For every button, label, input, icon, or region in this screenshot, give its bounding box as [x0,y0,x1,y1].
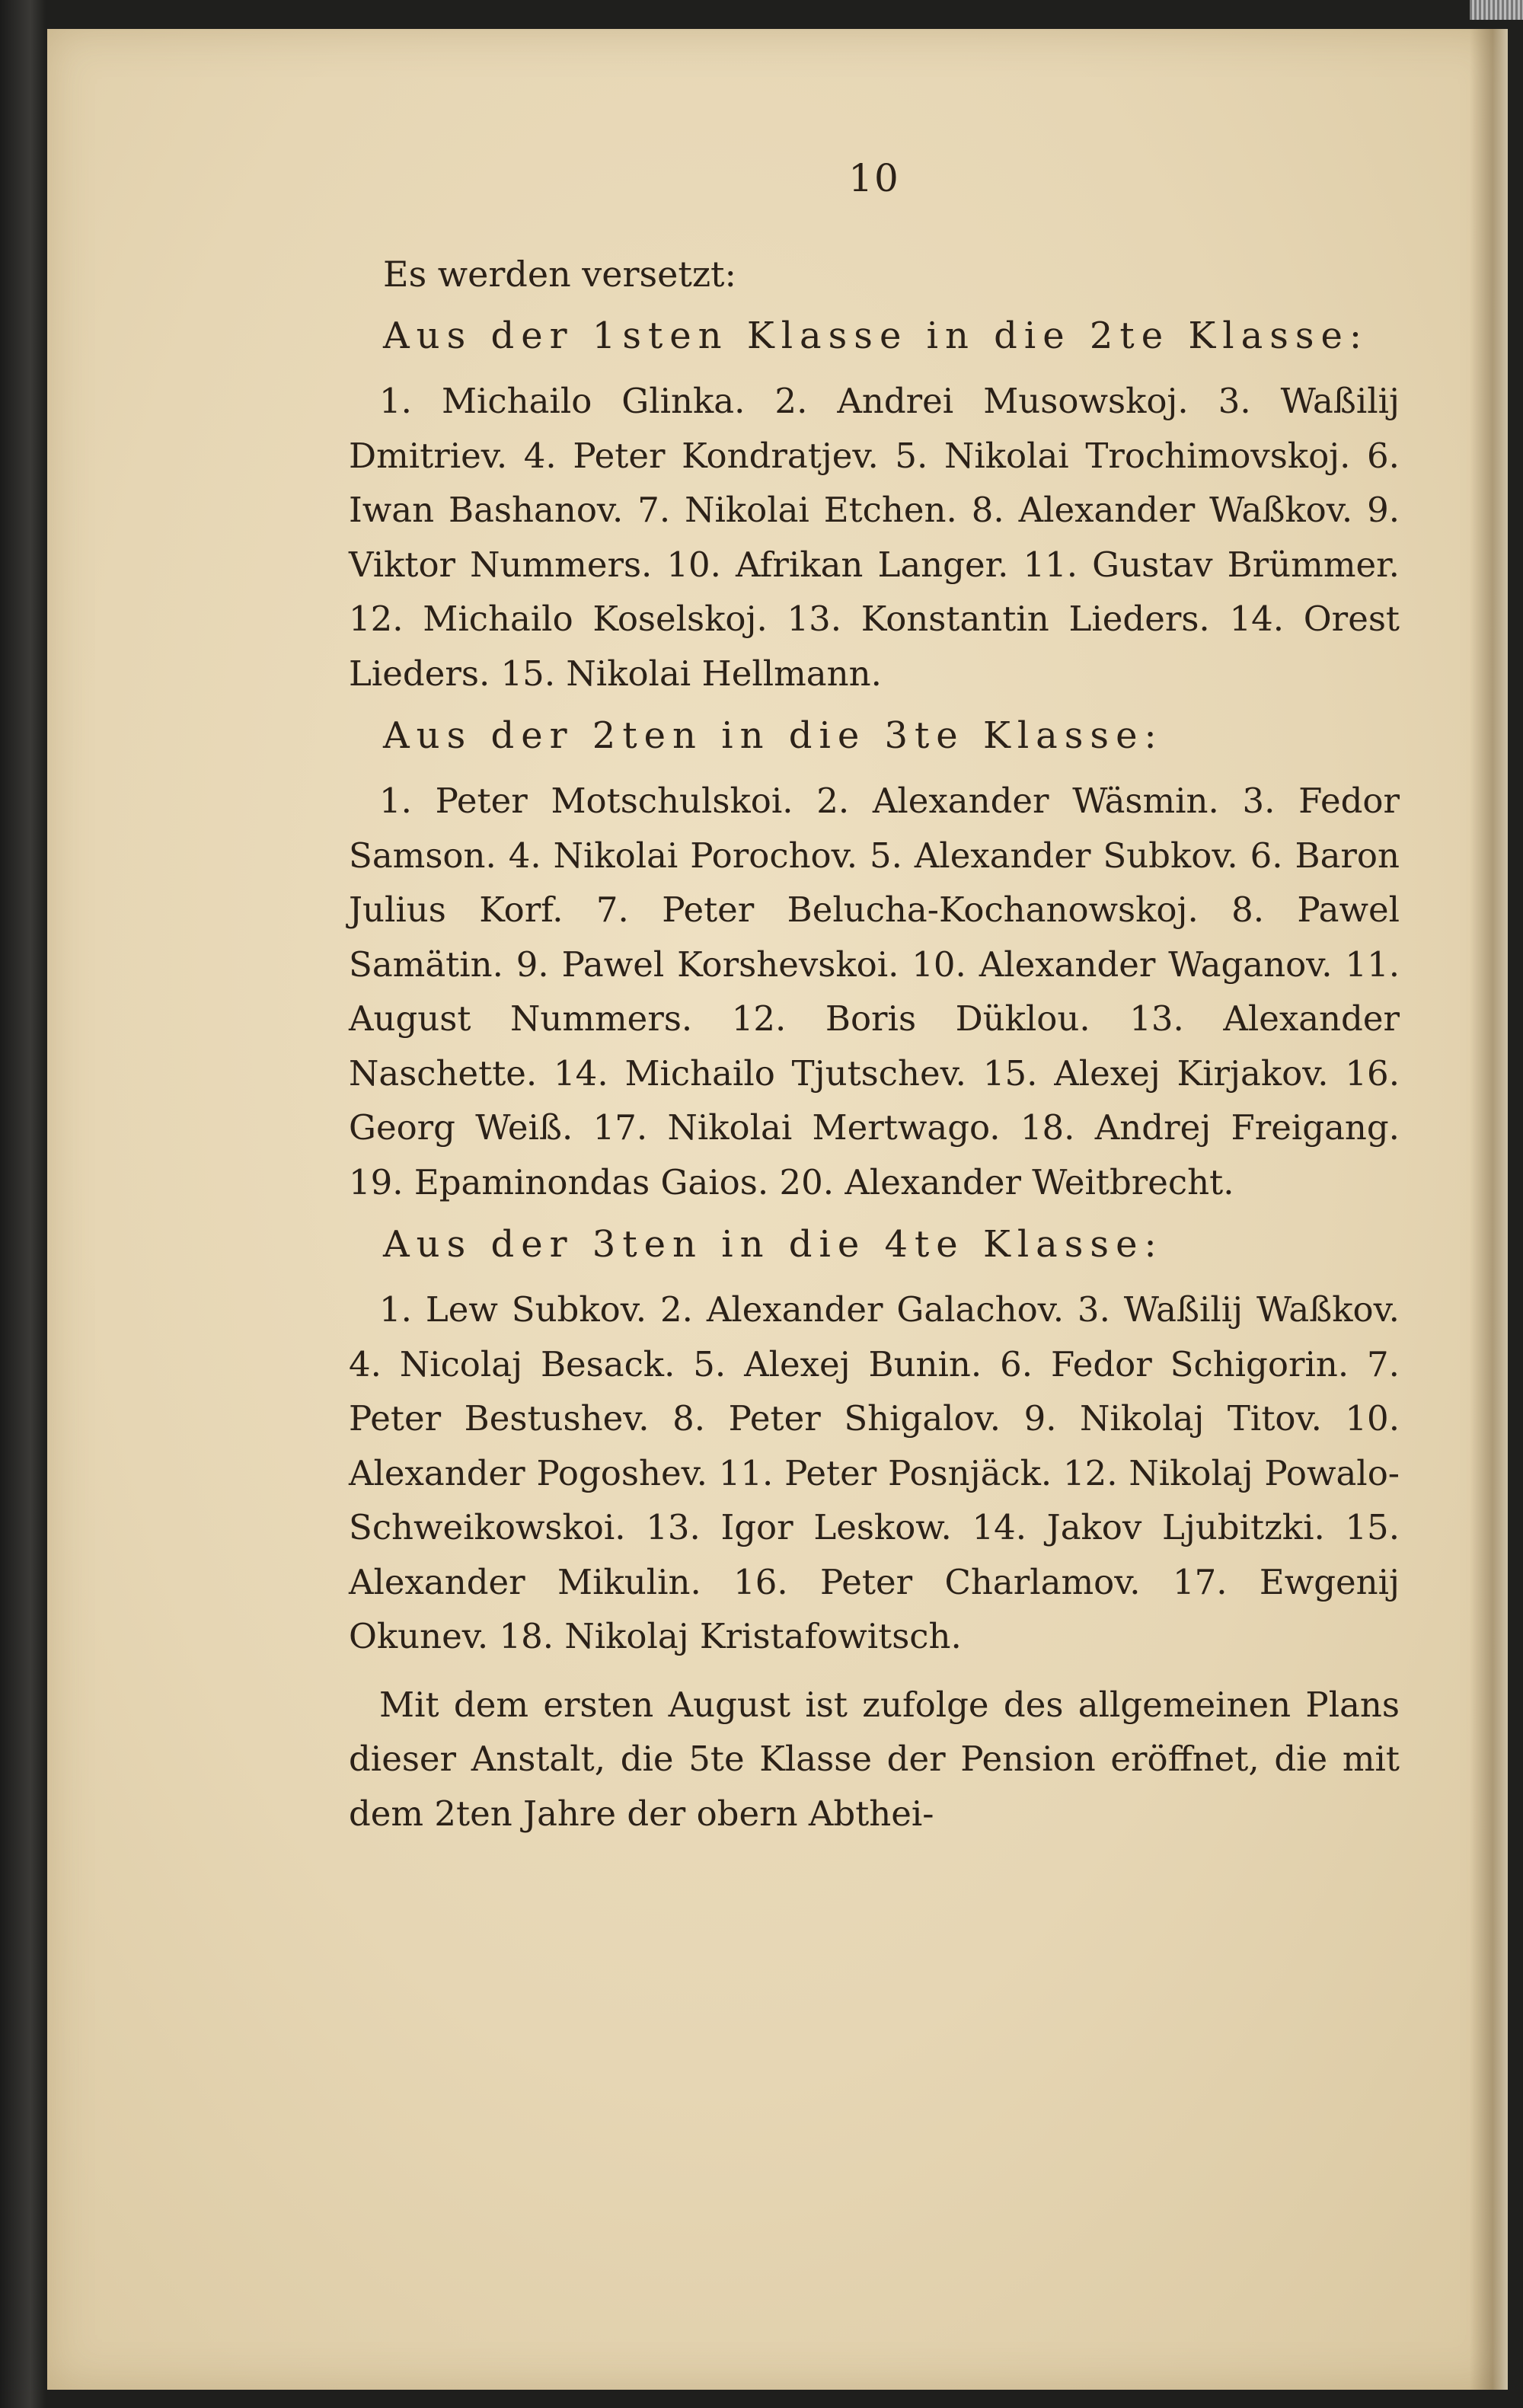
section-3 [349,1223,1400,1664]
section-heading: Aus der 2ten in die 3te Klasse: [383,714,1164,757]
student-list: 1. Peter Motschulskoi. 2. Alexander Wäsmin. 3. Fedor Samson. 4. Nikolai Porochov. 5. Alexander Subkov. 6. Baron Julius Korf. 7. Peter Belucha-Kochanowskoj. 8. Pawel Samätin. 9. Pawel Korshevskoi. 10. Alexander Waganov. 11. August Nummers. 12. Boris Düklou. 13. Alexander Naschette. 14. Michailo Tjutschev. 15. Alexej Kirjakov. 16. Georg Weiß. 17. Nikolai Mertwago. 18. Andrej Freigang. 19. Epaminondas Gaios. 20. Alexander Weitbrecht. [349,781,1400,1202]
section-heading: Aus der 3ten in die 4te Klasse: [383,1223,1164,1266]
intro-line: Es werden versetzt: [383,254,737,295]
section-1 [349,315,1400,701]
student-list: 1. Lew Subkov. 2. Alexander Galachov. 3. Waßilij Waßkov. 4. Nicolaj Besack. 5. Alexej Bunin. 6. Fedor Schigorin. 7. Peter Bestushev. 8. Peter Shigalov. 9. Nikolaj Titov. 10. Alexander Pogoshev. 11. Peter Posnjäck. 12. Nikolaj Powalo-Schweikowskoi. 13. Igor Leskow. 14. Jakov Ljubitzki. 15. Alexander Mikulin. 16. Peter Charlamov. 17. Ewgenij Okunev. 18. Nikolaj Kristafowitsch. [349,1289,1400,1656]
section-heading: Aus der 1sten Klasse in die 2te Klasse: [383,315,1369,357]
section-2 [349,714,1400,1209]
closing-paragraph: Mit dem ersten August ist zufolge des allgemeinen Plans dieser Anstalt, die 5te Klasse der Pension eröffnet, die mit dem 2ten Jahre der obern Abthei- [349,1684,1400,1834]
page-gutter [1470,29,1508,2390]
page-number: 10 [848,156,900,200]
student-list: 1. Michailo Glinka. 2. Andrei Musowskoj. 3. Waßilij Dmitriev. 4. Peter Kondratjev. 5. Nikolai Trochimovskoj. 6. Iwan Bashanov. 7. Nikolai Etchen. 8. Alexander Waßkov. 9. Viktor Nummers. 10. Afrikan Langer. 11. Gustav Brümmer. 12. Michailo Koselskoj. 13. Konstantin Lieders. 14. Orest Lieders. 15. Nikolai Hellmann. [349,381,1400,694]
scan-edge-marker [1470,0,1523,20]
page-text [349,156,1400,1841]
